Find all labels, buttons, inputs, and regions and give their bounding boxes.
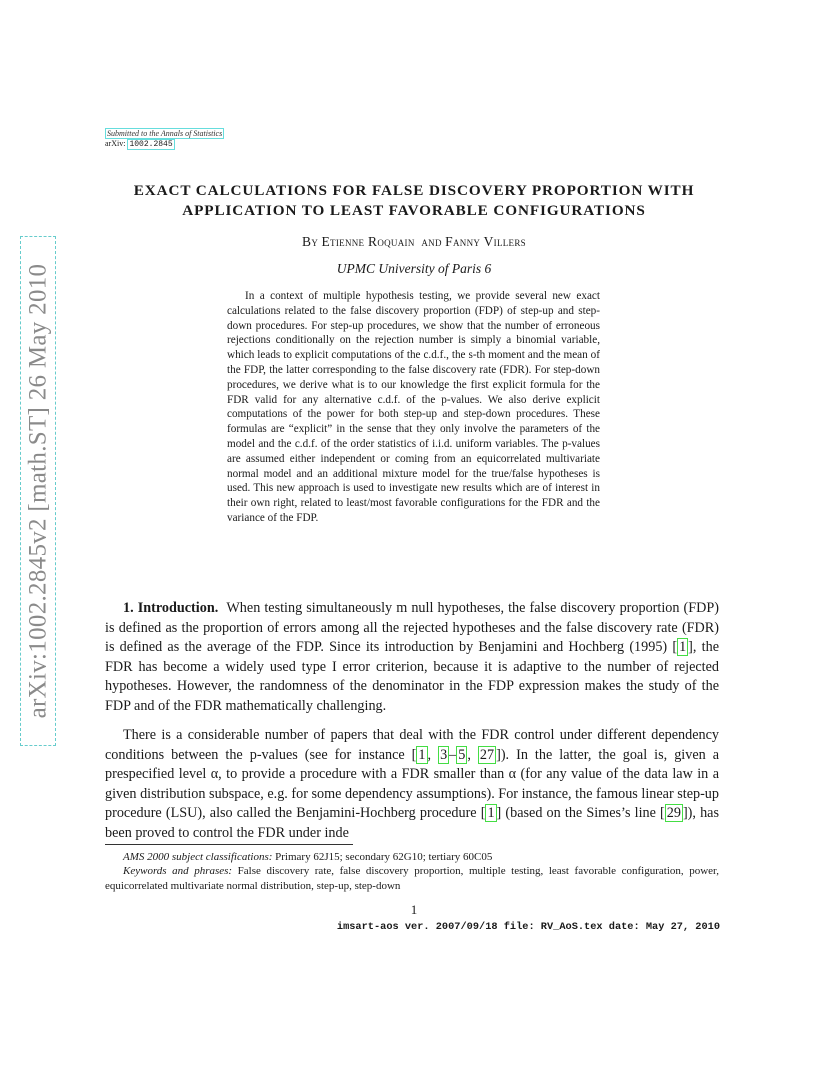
by-label: By [302,234,319,249]
paragraph-text: ], the FDR has become a widely used type I error criterion, because it is adaptive to the number of rejected hypotheses. However, the randomness of the denominator in the FDP expression makes the study of the FDP and of the FDR mathematically challenging. [105,639,719,714]
intro-paragraph-1 [105,599,719,717]
citation-link[interactable]: 1 [679,639,687,656]
paragraph-text: When testing simultaneously m null hypotheses, the false discovery proportion (FDP) is defined as the proportion of errors among all the rejected hypotheses and the false discovery rate (FDR) is defined as the average of the FDP. Since its introduction by Benjamini and Hochberg (1995) [ [105,600,720,656]
citation-link[interactable]: 27 [479,746,495,763]
citation-link[interactable]: 3 [440,746,448,763]
author-name: Etienne Roquain [321,234,415,249]
separator: , [467,746,478,763]
section-heading: 1. Introduction. [123,600,219,616]
paragraph-text: ]). In the latter, the goal is, given a prespecified level α, to provide a procedure with a FDR smaller than α (for any value of the data law in a given distribution subspace, e.g. for some dependency assumptions). For instance, the famous linear step-up procedure (LSU), also called the Benjamini-Hochberg procedure [ [105,746,720,822]
affiliation: UPMC University of Paris 6 [336,261,492,276]
footnote-label: AMS 2000 subject classifications: [123,851,273,863]
separator: , [427,746,439,763]
paragraph-text: ] (based on the Simes’s line [ [496,805,665,822]
abstract: In a context of multiple hypothesis testing, we provide several new exact calculations related to the false discovery proportion (FDP) of step-up and step-down procedures. For step-up procedures, we show that the number of erroneous rejections conditionally on the rejection number is simply a binomial variable, which leads to explicit computations of the c.d.f., the s-th moment and the mean of the FDP, the latter corresponding to the false discovery rate (FDR). For step-down procedures, we derive what is to our knowledge the first explicit formula for the FDR valid for any alternative c.d.f. of the p-values. We also derive explicit computations of the power for both step-up and step-down procedures. These formulas are “explicit” in the sense that they only involve the parameters of the model and the c.d.f. of the order statistics of i.i.d. uniform variables. The p-values are assumed either independent or coming from an equicorrelated multivariate normal model and an additional mixture model for the true/false hypotheses is used. This new approach is used to investigate new results which are of interest in their own right, related to least/most favorable configurations for the FDR and the variance of the FDP. [227,290,600,524]
and-label: and [421,234,442,249]
separator: – [449,746,457,763]
paragraph-text: There is a considerable number of papers that deal with the FDR control under different dependency conditions between the p-values (see for instance [ [105,727,719,763]
footnote-divider [105,844,353,845]
citation-link[interactable]: 29 [666,805,681,822]
journal-link[interactable]: Submitted to the Annals of Statistics [107,129,223,138]
footer-info: imsart-aos ver. 2007/09/18 file: RV_AoS.tex date: May 27, 2010 [336,921,720,933]
paragraph-text: ]), has been proved to control the FDR under inde [105,805,719,841]
citation-link[interactable]: 1 [487,805,495,822]
intro-paragraph-2 [105,726,719,844]
page-number: 1 [410,902,418,917]
arxiv-sidebar-stamp[interactable] [20,236,56,746]
footnote-label: Keywords and phrases: [123,865,233,877]
arxiv-label: arXiv: [105,139,126,148]
arxiv-stamp-text: arXiv:1002.2845v2 [math.ST] 26 May 2010 [24,263,51,719]
paper-title: EXACT CALCULATIONS FOR FALSE DISCOVERY PROPORTION WITH APPLICATION TO LEAST FAVORABLE CONFIGURATIONS [133,182,695,219]
keywords-footnote [105,864,719,893]
author-line [0,234,828,250]
author-name: Fanny Villers [445,234,526,249]
ams-classification-footnote [105,850,719,865]
submission-header [105,129,224,150]
footnote-text: Primary 62J15; secondary 62G10; tertiary 60C05 [272,851,493,863]
footnote-text: False discovery rate, false discovery proportion, multiple testing, least favorable configuration, power, equicorrelated multivariate normal distribution, step-up, step-down [105,865,719,892]
arxiv-id-link[interactable]: 1002.2845 [129,140,173,149]
citation-link[interactable]: 1 [418,746,426,763]
citation-link[interactable]: 5 [458,746,466,763]
